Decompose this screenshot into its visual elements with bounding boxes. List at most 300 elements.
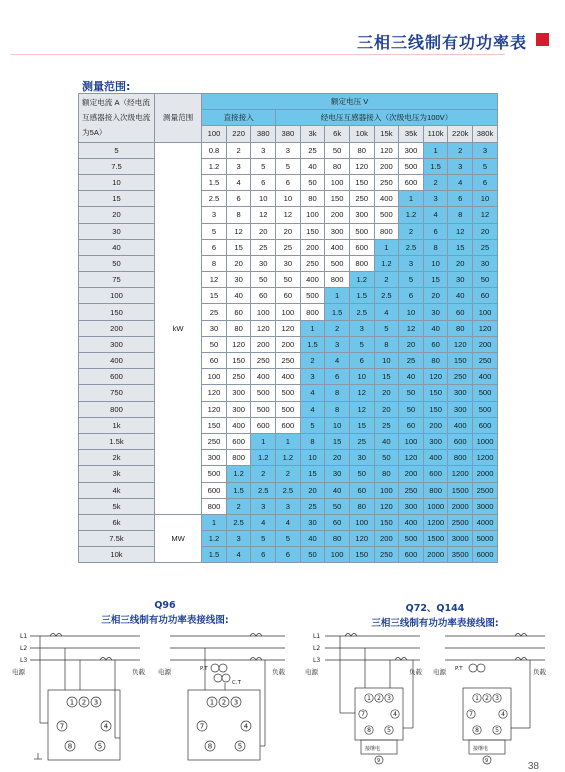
value-cell: 25 [349,433,374,449]
value-cell: 400 [473,369,498,385]
value-cell: 6 [251,174,276,190]
value-cell: 3 [276,142,301,158]
value-cell: 1.5 [325,304,350,320]
value-cell: 1.2 [202,158,227,174]
value-cell: 200 [374,531,399,547]
value-cell: 20 [448,255,473,271]
table-row [79,369,498,385]
value-cell: 6 [202,239,227,255]
value-cell: 4 [423,207,448,223]
value-cell: 80 [325,531,350,547]
terminal-number: 4 [393,710,397,718]
value-cell: 4 [448,174,473,190]
table-row [79,239,498,255]
value-cell: 2500 [448,514,473,530]
value-cell: 6000 [473,547,498,563]
q96-wiring-diagram [10,628,295,768]
voltage-header-cell: 35k [399,126,424,142]
voltage-header-cell: 10k [349,126,374,142]
value-cell: 10 [276,191,301,207]
value-cell: 300 [349,207,374,223]
right-diagram-model: Q72、Q144 [405,603,465,614]
value-cell: 2 [226,142,251,158]
table-row [79,450,498,466]
value-cell: 80 [349,498,374,514]
value-cell: 3 [251,498,276,514]
value-cell: 1 [423,142,448,158]
value-cell: 60 [325,514,350,530]
value-cell: 150 [349,547,374,563]
page-header [0,18,565,58]
left-ct-label: C.T [232,680,241,686]
rated-current-header: 额定电流 A（经电流互感器接入次级电流为5A） [79,94,155,143]
value-cell: 6 [423,223,448,239]
value-cell: 8 [300,433,325,449]
terminal-number: 1 [475,694,479,702]
value-cell: 50 [251,272,276,288]
rated-current-cell: 10k [79,547,155,563]
value-cell: 300 [448,385,473,401]
value-cell: 800 [325,272,350,288]
value-cell: 50 [349,466,374,482]
value-cell: 400 [300,272,325,288]
terminal-number: 1 [69,698,75,707]
value-cell: 50 [325,498,350,514]
value-cell: 40 [300,158,325,174]
terminal-number: 7 [199,722,205,731]
value-cell: 25 [300,142,325,158]
value-cell: 6 [473,174,498,190]
value-cell: 5 [473,158,498,174]
right2-source-label: 电源 [433,668,446,676]
terminal-number: 8 [207,742,213,751]
value-cell: 60 [202,353,227,369]
value-cell: 250 [349,191,374,207]
table-row [79,498,498,514]
value-cell: 200 [473,336,498,352]
value-cell: 5 [202,223,227,239]
terminal-number: 3 [233,698,239,707]
value-cell: 40 [399,369,424,385]
value-cell: 250 [276,353,301,369]
terminal-number: 7 [469,710,473,718]
value-cell: 600 [202,482,227,498]
right-load-label: 负载 [409,668,422,676]
value-cell: 1 [300,320,325,336]
value-cell: 10 [399,304,424,320]
value-cell: 25 [202,304,227,320]
value-cell: 3 [399,255,424,271]
value-cell: 100 [202,369,227,385]
rated-current-cell: 800 [79,401,155,417]
value-cell: 150 [226,353,251,369]
rated-current-cell: 30 [79,223,155,239]
value-cell: 50 [202,336,227,352]
value-cell: 500 [399,158,424,174]
value-cell: 200 [300,239,325,255]
value-cell: 0.8 [202,142,227,158]
value-cell: 1.5 [226,482,251,498]
terminal-number: 7 [361,710,365,718]
value-cell: 60 [226,304,251,320]
table-row [79,433,498,449]
value-cell: 8 [423,239,448,255]
value-cell: 80 [325,158,350,174]
value-cell: 400 [399,514,424,530]
value-cell: 25 [473,239,498,255]
page-title: 三相三线制有功功率表 [356,33,527,52]
rated-current-cell: 600 [79,369,155,385]
value-cell: 150 [202,417,227,433]
rated-current-cell: 150 [79,304,155,320]
rated-current-cell: 2k [79,450,155,466]
value-cell: 400 [276,369,301,385]
unit-mw-cell: MW [154,514,201,563]
value-cell: 10 [423,255,448,271]
q72-q144-wiring-diagram [305,628,555,768]
value-cell: 5 [349,336,374,352]
value-cell: 60 [473,288,498,304]
table-row [79,385,498,401]
value-cell: 40 [374,433,399,449]
value-cell: 5000 [473,531,498,547]
table-row [79,255,498,271]
value-cell: 300 [226,401,251,417]
value-cell: 1 [251,433,276,449]
value-cell: 8 [374,336,399,352]
value-cell: 8 [448,207,473,223]
right-diagram-caption [330,600,540,629]
value-cell: 250 [473,353,498,369]
value-cell: 50 [399,385,424,401]
value-cell: 4 [300,401,325,417]
value-cell: 12 [349,385,374,401]
value-cell: 3 [276,498,301,514]
value-cell: 1.2 [251,450,276,466]
left-diagram-caption [60,600,270,626]
rated-current-cell: 100 [79,288,155,304]
right-aux-terminal-a: 9 [377,758,381,764]
value-cell: 10 [325,417,350,433]
value-cell: 12 [448,223,473,239]
section-title: 测量范围: [82,80,131,93]
value-cell: 1.2 [374,255,399,271]
voltage-header-cell: 6k [325,126,350,142]
value-cell: 600 [448,433,473,449]
value-cell: 2 [276,466,301,482]
value-cell: 800 [423,482,448,498]
value-cell: 20 [276,223,301,239]
value-cell: 2 [226,498,251,514]
value-cell: 3000 [448,531,473,547]
rated-current-cell: 7.5k [79,531,155,547]
value-cell: 8 [325,385,350,401]
right-set-load-label: 负载 [272,668,285,676]
value-cell: 3 [448,158,473,174]
value-cell: 120 [276,320,301,336]
value-cell: 40 [300,531,325,547]
left-l1-label: L1 [20,633,28,640]
table-row [79,158,498,174]
voltage-header-cell: 220 [226,126,251,142]
rated-current-cell: 5 [79,142,155,158]
left-l3-label: L3 [20,657,28,664]
value-cell: 30 [423,304,448,320]
value-cell: 1.2 [202,531,227,547]
value-cell: 5 [276,158,301,174]
value-cell: 15 [423,272,448,288]
value-cell: 15 [325,433,350,449]
table-row [79,514,498,530]
table-row [79,336,498,352]
value-cell: 60 [448,304,473,320]
value-cell: 1 [374,239,399,255]
value-cell: 300 [226,385,251,401]
left-diagram-title: 三相三线制有功功率表接线图: [101,615,229,626]
range-header: 测量范围 [154,94,201,143]
value-cell: 80 [349,142,374,158]
value-cell: 300 [399,498,424,514]
value-cell: 200 [276,336,301,352]
value-cell: 300 [448,401,473,417]
rated-current-cell: 10 [79,174,155,190]
value-cell: 100 [300,207,325,223]
value-cell: 20 [251,223,276,239]
value-cell: 3 [300,369,325,385]
value-cell: 4 [226,547,251,563]
value-cell: 50 [300,174,325,190]
value-cell: 4 [374,304,399,320]
terminal-number: 5 [237,742,243,751]
value-cell: 80 [300,191,325,207]
value-cell: 15 [448,239,473,255]
rated-current-cell: 300 [79,336,155,352]
value-cell: 150 [448,353,473,369]
left-load-label: 负载 [132,668,145,676]
value-cell: 6 [399,288,424,304]
value-cell: 6 [349,353,374,369]
value-cell: 3 [251,142,276,158]
value-cell: 1200 [473,450,498,466]
value-cell: 60 [349,482,374,498]
value-cell: 250 [374,174,399,190]
value-cell: 600 [226,433,251,449]
terminal-number: 5 [495,726,499,734]
value-cell: 60 [276,288,301,304]
voltage-header-cell: 100 [202,126,227,142]
terminal-number: 1 [367,694,371,702]
voltage-header-cell: 380 [251,126,276,142]
value-cell: 120 [399,450,424,466]
value-cell: 800 [374,223,399,239]
value-cell: 50 [300,547,325,563]
value-cell: 30 [448,272,473,288]
value-cell: 30 [226,272,251,288]
voltage-header-cell: 380k [473,126,498,142]
value-cell: 6 [448,191,473,207]
value-cell: 6 [251,547,276,563]
page-number: 38 [527,761,539,772]
terminal-number: 3 [93,698,99,707]
value-cell: 3 [473,142,498,158]
value-cell: 800 [349,255,374,271]
terminal-number: 3 [495,694,499,702]
value-cell: 6 [276,547,301,563]
value-cell: 120 [423,369,448,385]
value-cell: 1.5 [349,288,374,304]
rated-current-cell: 5k [79,498,155,514]
value-cell: 50 [473,272,498,288]
value-cell: 2 [325,320,350,336]
value-cell: 500 [251,385,276,401]
value-cell: 30 [276,255,301,271]
value-cell: 800 [300,304,325,320]
value-cell: 2000 [448,498,473,514]
value-cell: 3 [202,207,227,223]
value-cell: 2.5 [349,304,374,320]
rated-current-cell: 750 [79,385,155,401]
value-cell: 80 [448,320,473,336]
table-row [79,223,498,239]
value-cell: 60 [399,417,424,433]
table-row [79,401,498,417]
terminal-number: 8 [367,726,371,734]
rated-current-cell: 6k [79,514,155,530]
value-cell: 250 [202,433,227,449]
value-cell: 500 [473,401,498,417]
value-cell: 30 [300,514,325,530]
value-cell: 3 [325,336,350,352]
voltage-header-cell: 110k [423,126,448,142]
value-cell: 50 [399,401,424,417]
value-cell: 400 [448,417,473,433]
right-diagram-title: 三相三线制有功功率表接线图: [371,618,499,629]
value-cell: 20 [325,450,350,466]
value-cell: 250 [251,353,276,369]
value-cell: 25 [251,239,276,255]
value-cell: 15 [226,239,251,255]
value-cell: 100 [325,174,350,190]
value-cell: 4 [325,353,350,369]
value-cell: 5 [300,417,325,433]
terminal-number: 4 [501,710,505,718]
rated-current-cell: 3k [79,466,155,482]
rated-current-cell: 1k [79,417,155,433]
value-cell: 1500 [423,531,448,547]
value-cell: 100 [374,482,399,498]
rated-current-cell: 20 [79,207,155,223]
value-cell: 3 [423,191,448,207]
value-cell: 600 [399,547,424,563]
terminal-number: 1 [209,698,215,707]
value-cell: 4000 [473,514,498,530]
value-cell: 120 [374,142,399,158]
value-cell: 150 [325,191,350,207]
value-cell: 600 [399,174,424,190]
wiring-diagrams [0,600,565,772]
value-cell: 3 [226,531,251,547]
terminal-number: 4 [103,722,109,731]
table-row [79,207,498,223]
value-cell: 10 [251,191,276,207]
value-cell: 150 [349,174,374,190]
value-cell: 6 [325,369,350,385]
value-cell: 20 [399,336,424,352]
value-cell: 30 [325,466,350,482]
table-row [79,288,498,304]
value-cell: 1500 [448,482,473,498]
value-cell: 2 [448,142,473,158]
rated-current-cell: 400 [79,353,155,369]
value-cell: 100 [399,433,424,449]
rated-current-cell: 75 [79,272,155,288]
value-cell: 500 [276,385,301,401]
value-cell: 2 [374,272,399,288]
value-cell: 800 [202,498,227,514]
value-cell: 8 [202,255,227,271]
value-cell: 3000 [473,498,498,514]
right-aux-terminal-b: 9 [485,758,489,764]
value-cell: 60 [251,288,276,304]
header-rule [10,54,505,55]
direct-connect-header: 直接接入 [202,110,276,126]
table-row [79,191,498,207]
value-cell: 500 [325,255,350,271]
value-cell: 20 [473,223,498,239]
value-cell: 500 [473,385,498,401]
value-cell: 500 [374,207,399,223]
rated-current-cell: 40 [79,239,155,255]
table-row [79,304,498,320]
value-cell: 400 [325,239,350,255]
value-cell: 250 [399,482,424,498]
value-cell: 12 [226,223,251,239]
voltage-header-cell: 380 [276,126,301,142]
value-cell: 250 [448,369,473,385]
value-cell: 100 [473,304,498,320]
value-cell: 300 [399,142,424,158]
rated-current-cell: 1.5k [79,433,155,449]
value-cell: 120 [226,336,251,352]
value-cell: 80 [374,466,399,482]
value-cell: 40 [226,288,251,304]
value-cell: 600 [251,417,276,433]
value-cell: 250 [300,255,325,271]
value-cell: 15 [300,466,325,482]
value-cell: 1200 [423,514,448,530]
value-cell: 4 [300,385,325,401]
right-aux-label-a: 接继电 [365,746,381,752]
value-cell: 5 [374,320,399,336]
value-cell: 400 [251,369,276,385]
right-source-label: 电源 [305,668,318,676]
left-l2-label: L2 [20,645,28,652]
value-cell: 2.5 [202,191,227,207]
value-cell: 200 [374,158,399,174]
table-row [79,174,498,190]
rated-voltage-header: 额定电压 V [202,94,498,110]
value-cell: 2 [300,353,325,369]
value-cell: 8 [325,401,350,417]
table-row [79,417,498,433]
measurement-range-table [78,93,498,563]
value-cell: 600 [423,466,448,482]
voltage-header-cell: 220k [448,126,473,142]
value-cell: 1000 [473,433,498,449]
value-cell: 2.5 [374,288,399,304]
terminal-number: 5 [387,726,391,734]
value-cell: 150 [300,223,325,239]
